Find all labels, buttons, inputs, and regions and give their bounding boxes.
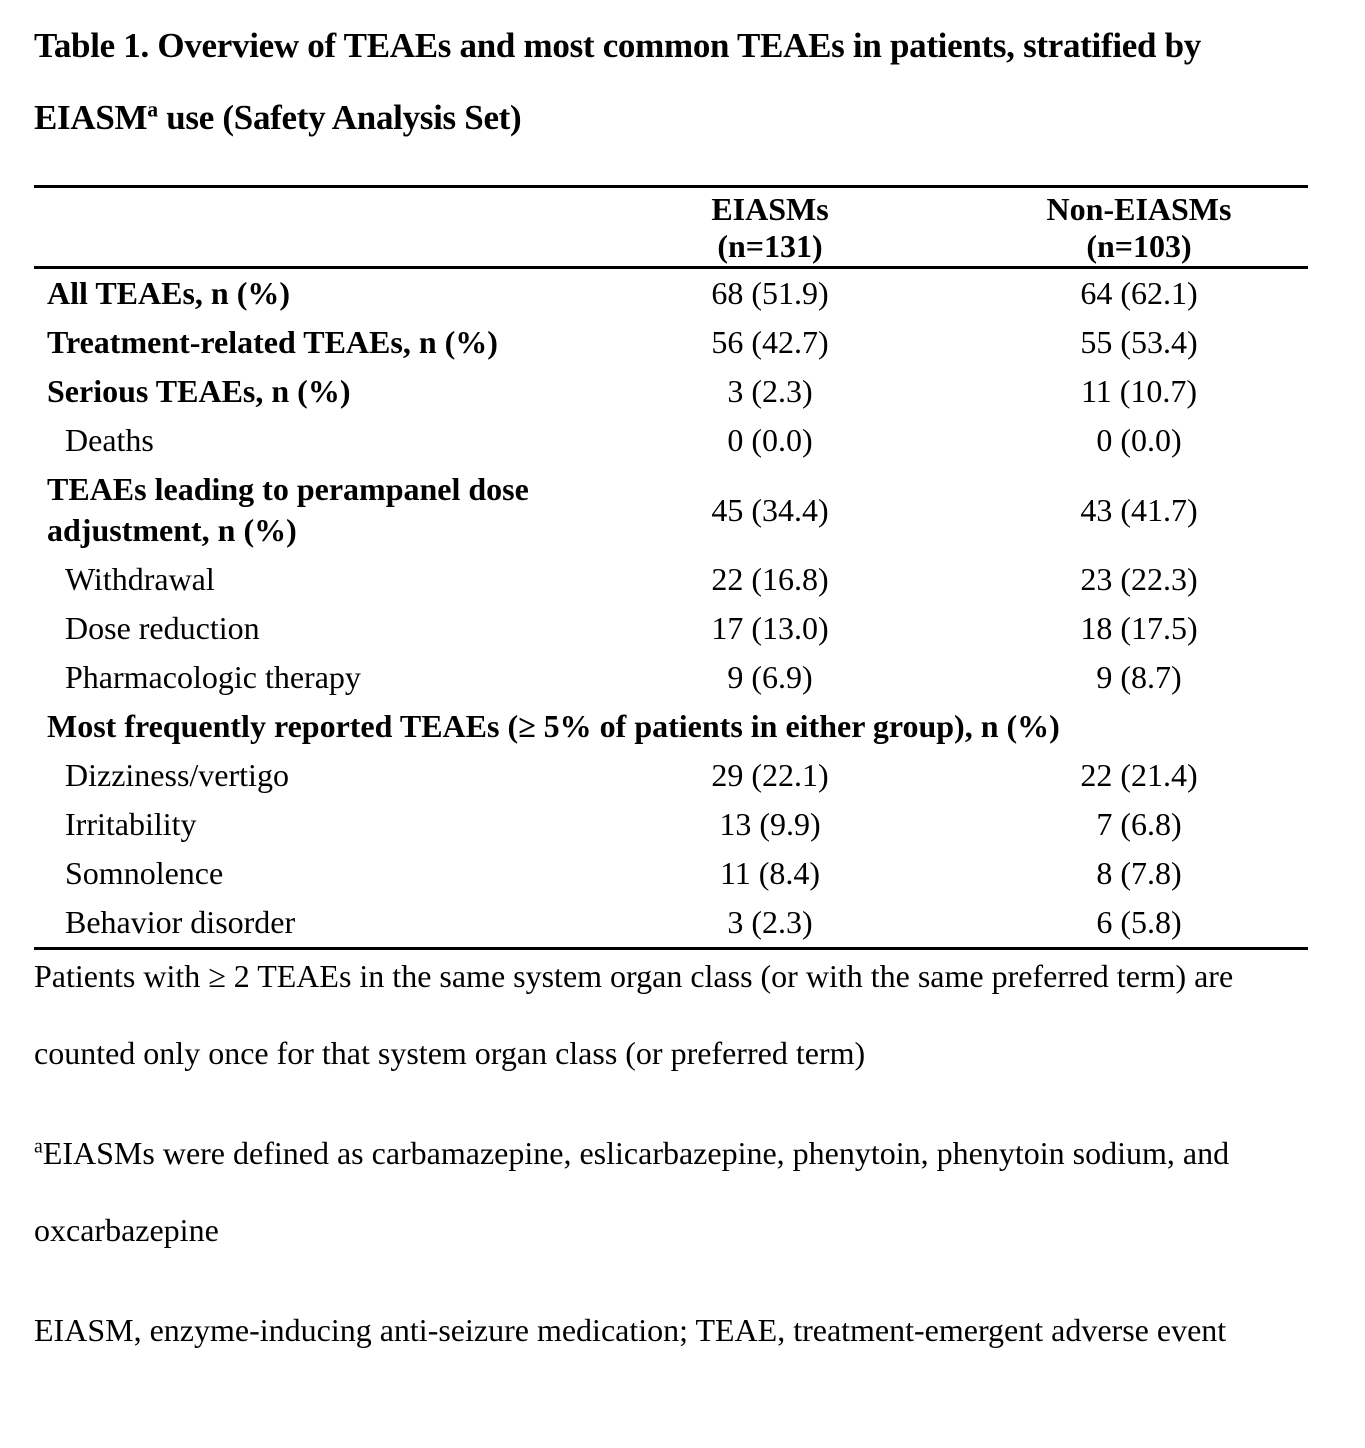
row-label: Behavior disorder bbox=[65, 904, 296, 940]
footnote-eiasm-definition bbox=[34, 1115, 1308, 1269]
caption-suffix-text: use (Safety Analysis Set) bbox=[157, 98, 522, 137]
row-dose-adjustment-teaes bbox=[34, 465, 1308, 555]
footnote-eiasm-definition-text: EIASMs were defined as carbamazepine, eslicarbazepine, phenytoin, phenytoin sodium, and oxcarbazepine bbox=[34, 1135, 1230, 1248]
value-non-eiasms: 43 (41.7) bbox=[1080, 491, 1198, 528]
caption-footnote-marker: a bbox=[147, 97, 158, 122]
value-non-eiasms: 18 (17.5) bbox=[1080, 610, 1198, 646]
value-eiasms: 29 (22.1) bbox=[711, 757, 829, 793]
table-body bbox=[34, 268, 1308, 949]
value-non-eiasms: 23 (22.3) bbox=[1080, 561, 1198, 597]
row-label: Dizziness/vertigo bbox=[65, 757, 289, 793]
row-label: All TEAEs, n (%) bbox=[47, 275, 291, 311]
value-eiasms: 3 (2.3) bbox=[727, 904, 813, 940]
row-label: Deaths bbox=[65, 422, 154, 458]
row-label: TEAEs leading to perampanel dose adjustment, n (%) bbox=[47, 471, 529, 548]
row-label: Somnolence bbox=[65, 855, 224, 891]
value-non-eiasms: 8 (7.8) bbox=[1096, 855, 1182, 891]
value-eiasms: 22 (16.8) bbox=[711, 561, 829, 597]
value-eiasms: 9 (6.9) bbox=[727, 659, 813, 695]
value-non-eiasms: 55 (53.4) bbox=[1080, 324, 1198, 360]
teae-summary-table bbox=[34, 185, 1308, 950]
value-non-eiasms: 64 (62.1) bbox=[1080, 275, 1198, 311]
header-eiasms-label: EIASMs bbox=[711, 191, 829, 227]
row-most-frequent-section bbox=[34, 702, 1308, 751]
value-eiasms: 45 (34.4) bbox=[711, 491, 829, 528]
header-non-eiasms-label: Non-EIASMs bbox=[1046, 191, 1232, 227]
table-caption-line-2 bbox=[34, 82, 1308, 154]
value-non-eiasms: 0 (0.0) bbox=[1096, 422, 1182, 458]
value-eiasms: 3 (2.3) bbox=[727, 373, 813, 409]
row-somnolence bbox=[34, 849, 1308, 898]
value-eiasms: 17 (13.0) bbox=[711, 610, 829, 646]
header-non-eiasms bbox=[920, 187, 1308, 268]
value-eiasms: 0 (0.0) bbox=[727, 422, 813, 458]
table-caption bbox=[34, 10, 1308, 154]
value-non-eiasms: 9 (8.7) bbox=[1096, 659, 1182, 695]
row-serious-teaes bbox=[34, 367, 1308, 416]
header-row bbox=[34, 187, 1308, 268]
row-label: Withdrawal bbox=[65, 561, 215, 597]
footnote-counting-rule: Patients with ≥ 2 TEAEs in the same system organ class (or with the same preferred term) are counted only once for that system organ class (or preferred term) bbox=[34, 958, 1234, 1071]
caption-eiasm-text: EIASM bbox=[34, 98, 148, 137]
row-label: Treatment-related TEAEs, n (%) bbox=[47, 324, 498, 360]
row-deaths bbox=[34, 416, 1308, 465]
row-pharmacologic-therapy bbox=[34, 653, 1308, 702]
value-eiasms: 11 (8.4) bbox=[719, 855, 821, 891]
value-non-eiasms: 11 (10.7) bbox=[1080, 373, 1198, 409]
row-dose-reduction bbox=[34, 604, 1308, 653]
section-header-label: Most frequently reported TEAEs (≥ 5% of patients in either group), n (%) bbox=[47, 708, 1060, 744]
header-eiasms-n: (n=131) bbox=[717, 228, 823, 264]
row-label: Serious TEAEs, n (%) bbox=[47, 373, 351, 409]
header-empty-cell bbox=[34, 187, 620, 268]
header-non-eiasms-n: (n=103) bbox=[1086, 228, 1192, 264]
row-treatment-related-teaes bbox=[34, 318, 1308, 367]
row-label: Irritability bbox=[65, 806, 197, 842]
row-dizziness-vertigo bbox=[34, 751, 1308, 800]
value-eiasms: 56 (42.7) bbox=[711, 324, 829, 360]
value-non-eiasms: 7 (6.8) bbox=[1096, 806, 1182, 842]
value-eiasms: 68 (51.9) bbox=[711, 275, 829, 311]
footnote-marker-a: a bbox=[34, 1135, 43, 1158]
row-irritability bbox=[34, 800, 1308, 849]
row-label: Pharmacologic therapy bbox=[65, 659, 361, 695]
footnote-abbreviations: EIASM, enzyme-inducing anti-seizure medication; TEAE, treatment-emergent adverse event bbox=[34, 1312, 1227, 1348]
table-footnotes bbox=[34, 938, 1308, 1369]
header-eiasms bbox=[620, 187, 920, 268]
row-all-teaes bbox=[34, 268, 1308, 319]
row-label: Dose reduction bbox=[65, 610, 260, 646]
table-caption-line-1: Table 1. Overview of TEAEs and most common TEAEs in patients, stratified by bbox=[34, 26, 1201, 65]
row-withdrawal bbox=[34, 555, 1308, 604]
value-eiasms: 13 (9.9) bbox=[719, 806, 821, 842]
value-non-eiasms: 22 (21.4) bbox=[1080, 757, 1198, 793]
value-non-eiasms: 6 (5.8) bbox=[1096, 904, 1182, 940]
table-header bbox=[34, 187, 1308, 268]
